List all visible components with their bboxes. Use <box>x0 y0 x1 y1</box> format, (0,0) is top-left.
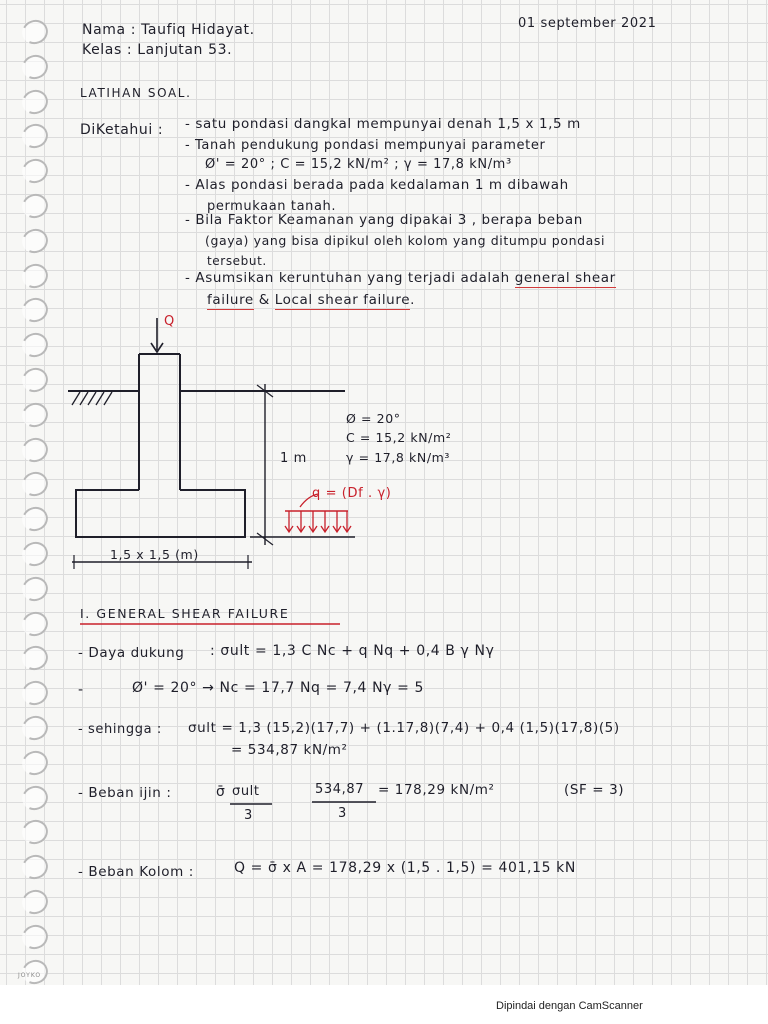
c-value: C = 15,2 kN/m² <box>346 430 452 445</box>
width-label: 1,5 x 1,5 (m) <box>110 547 199 562</box>
column-load-label: - Beban Kolom : <box>78 864 194 880</box>
given-line-10-end: . <box>410 292 416 308</box>
general-shear-highlight: general shear <box>514 270 616 286</box>
allowable-symbol: σ̄ <box>216 784 226 800</box>
allowable-result: = 178,29 kN/m² <box>378 782 495 798</box>
scanner-footer: Dipindai dengan CamScanner <box>496 1000 643 1012</box>
safety-factor: (SF = 3) <box>564 782 625 798</box>
gamma-value: γ = 17,8 kN/m³ <box>346 450 451 465</box>
page-title: LATIHAN SOAL. <box>80 86 192 100</box>
fraction-2-denominator: 3 <box>338 806 347 821</box>
failure-highlight: failure <box>207 292 254 308</box>
given-line-10-amp: & <box>253 292 275 308</box>
calculation-label: - sehingga : <box>78 722 162 737</box>
ultimate-calculation: σult = 1,3 (15,2)(17,7) + (1.17,8)(7,4) + 0,4 (1,5)(17,8)(5) <box>188 720 620 736</box>
given-line-9-text: - Asumsikan keruntuhan yang terjadi adalah <box>185 270 515 286</box>
bearing-capacity-label: - Daya dukung <box>78 645 185 661</box>
fraction-1-denominator: 3 <box>244 808 253 823</box>
date: 01 september 2021 <box>518 16 657 31</box>
phi-value: Ø = 20° <box>346 411 401 426</box>
column-load-calculation: Q = σ̄ x A = 178,29 x (1,5 . 1,5) = 401,15 kN <box>234 860 576 876</box>
depth-label: 1 m <box>280 451 307 466</box>
given-label: DiKetahui : <box>80 122 164 138</box>
given-line-5: permukaan tanah. <box>207 199 337 214</box>
fraction-2-numerator: 534,87 <box>315 782 365 797</box>
ultimate-result: = 534,87 kN/m² <box>231 742 348 758</box>
footing-outline <box>76 490 245 537</box>
factors-bullet: - <box>78 682 84 698</box>
student-class: Kelas : Lanjutan 53. <box>82 42 233 58</box>
local-shear-highlight: Local shear failure <box>274 292 411 308</box>
notebook-brand: JOYKO <box>18 972 42 979</box>
bearing-factors: Ø' = 20° → Nc = 17,7 Nq = 7,4 Nγ = 5 <box>132 680 424 696</box>
q-label: q = (Df . γ) <box>312 486 392 501</box>
given-line-7: (gaya) yang bisa dipikul oleh kolom yang ditumpu pondasi <box>205 233 606 248</box>
given-line-3: Ø' = 20° ; C = 15,2 kN/m² ; γ = 17,8 kN/m³ <box>205 157 512 172</box>
given-line-8: tersebut. <box>207 254 267 268</box>
load-label: Q <box>164 314 175 329</box>
fraction-1-numerator: σult <box>232 784 260 799</box>
ground-hatching <box>72 392 112 405</box>
allowable-load-label: - Beban ijin : <box>78 785 172 801</box>
bearing-capacity-formula: : σult = 1,3 C Nc + q Nq + 0,4 B γ Nγ <box>210 643 495 659</box>
student-name: Nama : Taufiq Hidayat. <box>82 22 255 38</box>
q-load-arrows <box>285 511 351 532</box>
given-line-1: - satu pondasi dangkal mempunyai denah 1,5 x 1,5 m <box>185 116 581 132</box>
section-heading: I. GENERAL SHEAR FAILURE <box>80 606 290 621</box>
given-line-2: - Tanah pendukung pondasi mempunyai parameter <box>185 138 546 153</box>
given-line-4: - Alas pondasi berada pada kedalaman 1 m dibawah <box>185 177 569 193</box>
given-line-6: - Bila Faktor Keamanan yang dipakai 3 , berapa beban <box>185 212 583 228</box>
